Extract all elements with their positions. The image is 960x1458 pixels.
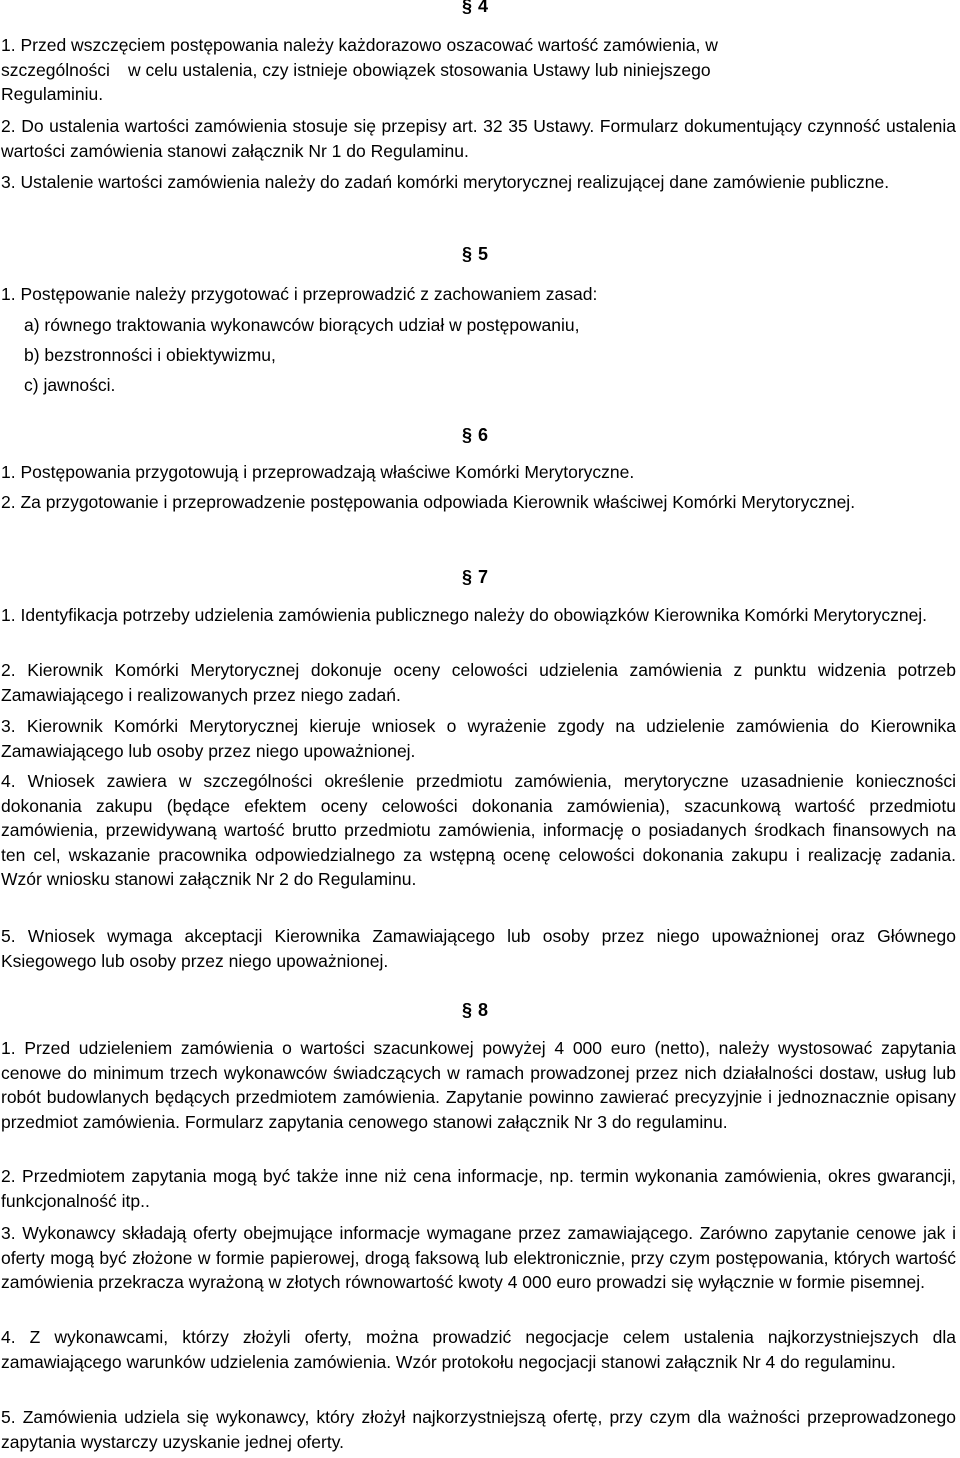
item-text: Przed udzieleniem zamówienia o wartości szacunkowej powyżej 4 000 euro (netto), należy wystosować zapytania cenowe do minimum trzech wykonawców świadczących w ramach prowadzonej przez nich działalności dostaw, usług lub robót budowlanych będących przedmiotem zamówienia. Zapytanie powinno zawierać precyzyjnie i jednoznacznie opisany przedmiot zamówienia. Formularz zapytania cenowego stanowi załącznik Nr 3 do regulaminu.	[1, 1038, 956, 1132]
item-text-fragment: szczególności	[1, 60, 110, 80]
item-text-line	[1, 58, 711, 83]
item-label: 2.	[1, 116, 16, 136]
sub-item: c) jawności.	[24, 375, 116, 395]
list-item	[1, 33, 718, 58]
item-label: 4.	[1, 1327, 16, 1347]
section-heading	[462, 999, 522, 1021]
section-heading	[462, 424, 522, 446]
list-item	[1, 1325, 956, 1374]
item-label: 1.	[1, 605, 16, 625]
section-heading	[462, 566, 522, 588]
list-item	[1, 490, 956, 515]
item-label: 1.	[1, 35, 16, 55]
section-number: 7	[478, 567, 489, 587]
item-text: Postępowania przygotowują i przeprowadzają właściwe Komórki Merytoryczne.	[20, 462, 635, 482]
section-heading	[462, 243, 522, 265]
section-symbol: §	[462, 1000, 473, 1020]
list-item	[1, 658, 956, 707]
item-label: 2.	[1, 660, 16, 680]
section-symbol: §	[462, 244, 473, 264]
list-item	[1, 1221, 956, 1295]
item-text: Kierownik Komórki Merytorycznej kieruje wniosek o wyrażenie zgody na udzielenie zamówienia do Kierownika Zamawiającego lub osoby przez niego upoważnionej.	[1, 716, 956, 761]
item-label: 3.	[1, 716, 16, 736]
item-label: 2.	[1, 1166, 16, 1186]
list-item	[1, 924, 956, 973]
list-item	[1, 114, 956, 163]
item-text: Wniosek zawiera w szczególności określenie przedmiotu zamówienia, merytoryczne uzasadnienie konieczności dokonania zakupu (będące efektem oceny celowości dokonania zamówienia), szacunkową wartość przedmiotu zamówienia, przewidywaną wartość brutto przedmiotu zamówienia, informację o posiadanych środkach finansowych na ten cel, wskazanie pracownika odpowiedzialnego za wstępną ocenę celowości dokonania zakupu i realizację zadania. Wzór wniosku stanowi załącznik Nr 2 do Regulaminu.	[1, 771, 956, 889]
list-item	[1, 460, 634, 485]
item-label: 2.	[1, 492, 16, 512]
section-number: 6	[478, 425, 489, 445]
item-label: 4.	[1, 771, 16, 791]
section-symbol: §	[462, 425, 473, 445]
item-text: Zamówienia udziela się wykonawcy, który złożył najkorzystniejszą ofertę, przy czym dla ważności przeprowadzonego zapytania wystarczy uzyskanie jednej oferty.	[1, 1407, 956, 1452]
item-label: 5.	[1, 926, 16, 946]
item-text: Postępowanie należy przygotować i przeprowadzić z zachowaniem zasad:	[20, 284, 598, 304]
list-item	[1, 1036, 956, 1134]
list-item	[1, 603, 956, 628]
section-symbol: §	[462, 0, 473, 16]
item-text: Ustalenie wartości zamówienia należy do zadań komórki merytorycznej realizującej dane zamówienie publiczne.	[20, 172, 890, 192]
sub-item: b) bezstronności i obiektywizmu,	[24, 345, 276, 365]
section-number: 4	[478, 0, 489, 16]
item-label: 5.	[1, 1407, 16, 1427]
item-text: Wniosek wymaga akceptacji Kierownika Zamawiającego lub osoby przez niego upoważnionej oraz Głównego Ksiegowego lub osoby przez niego upoważnionej.	[1, 926, 956, 971]
item-label: 3.	[1, 172, 16, 192]
section-symbol: §	[462, 567, 473, 587]
section-heading	[462, 0, 522, 17]
section-number: 8	[478, 1000, 489, 1020]
item-label: 1.	[1, 462, 16, 482]
list-item	[1, 1405, 956, 1454]
list-item	[1, 714, 956, 763]
item-text: Z wykonawcami, którzy złożyli oferty, można prowadzić negocjacje celem ustalenia najkorzystniejszych dla zamawiającego warunków udzielenia zamówienia. Wzór protokołu negocjacji stanowi załącznik Nr 4 do regulaminu.	[1, 1327, 956, 1372]
item-text-line: Regulaminiu.	[1, 84, 104, 104]
item-text: Do ustalenia wartości zamówienia stosuje się przepisy art. 32 35 Ustawy. Formularz dokumentujący czynność ustalenia wartości zamówienia stanowi załącznik Nr 1 do Regulaminu.	[1, 116, 956, 161]
item-label: 3.	[1, 1223, 16, 1243]
list-item	[1, 282, 597, 307]
item-label: 1.	[1, 1038, 16, 1058]
list-item	[1, 170, 956, 195]
item-text: Kierownik Komórki Merytorycznej dokonuje oceny celowości udzielenia zamówienia z punktu widzenia potrzeb Zamawiającego i realizowanych przez niego zadań.	[1, 660, 956, 705]
item-text: Identyfikacja potrzeby udzielenia zamówienia publicznego należy do obowiązków Kierownika Komórki Merytorycznej.	[20, 605, 928, 625]
item-text: Przedmiotem zapytania mogą być także inne niż cena informacje, np. termin wykonania zamówienia, okres gwarancji, funkcjonalność itp..	[1, 1166, 956, 1211]
sub-item: a) równego traktowania wykonawców biorących udział w postępowaniu,	[24, 315, 580, 335]
list-item	[1, 1164, 956, 1213]
item-text-line: Przed wszczęciem postępowania należy każdorazowo oszacować wartość zamówienia, w	[20, 35, 718, 55]
section-number: 5	[478, 244, 489, 264]
list-item	[1, 769, 956, 892]
item-text: Za przygotowanie i przeprowadzenie postępowania odpowiada Kierownik właściwej Komórki Merytorycznej.	[20, 492, 856, 512]
item-text-fragment: w celu ustalenia, czy istnieje obowiązek stosowania Ustawy lub niniejszego	[127, 60, 711, 80]
item-label: 1.	[1, 284, 16, 304]
item-text: Wykonawcy składają oferty obejmujące informacje wymagane przez zamawiającego. Zarówno zapytanie cenowe jak i oferty mogą być złożone w formie papierowej, drogą faksową lub elektronicznie, przy czym postępowania, których wartość zamówienia przekracza wyrażoną w złotych równowartość kwoty 4 000 euro prowadzi się wyłącznie w formie pisemnej.	[1, 1223, 956, 1292]
